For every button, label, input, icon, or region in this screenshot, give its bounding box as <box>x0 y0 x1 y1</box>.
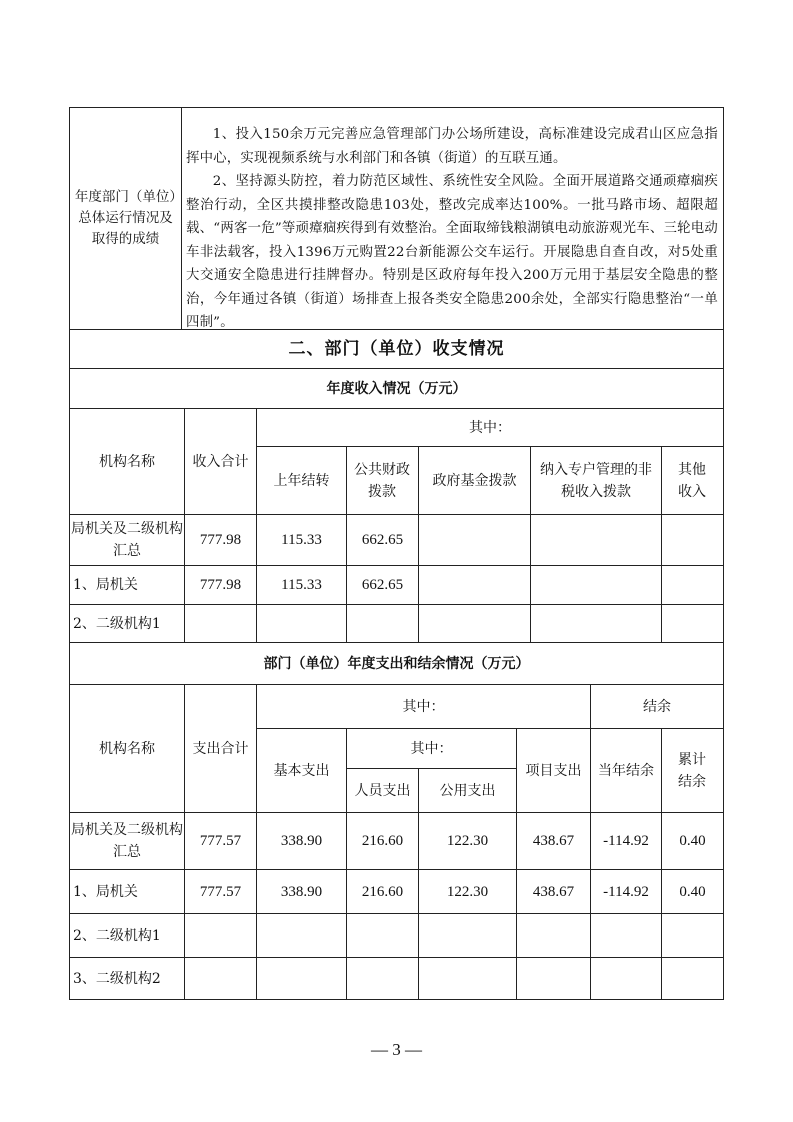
paragraph-2: 2、坚持源头防控，着力防范区域性、系统性安全风险。全面开展道路交通顽瘴痼疾整治行动，全区共摸排整改隐患103处，整改完成率达100%。一批马路市场、超限超载、“两客一危”等顽瘴痼疾得到有效整治。全面取缔钱粮湖镇电动旅游观光车、三轮电动车非法载客，投入1396万元购置22台新能源公交车运行。开展隐患自查自改，对5处重大交通安全隐患进行挂牌督办。特别是区政府每年投入200万元用于基层安全隐患的整治，今年通过各镇（街道）场排查上报各类安全隐患200余处，全部实行隐患整治“一单四制”。 <box>186 174 718 330</box>
table-cell-nontax <box>531 515 661 565</box>
paragraph-1: 1、投入150余万元完善应急管理部门办公场所建设，高标准建设完成君山区应急指挥中心，实现视频系统与水利部门和各镇（街道）的互联互通。 <box>186 127 718 166</box>
table-cell-public-use: 122.30 <box>446 833 489 849</box>
table-row-org: 3、二级机构2 <box>73 970 161 987</box>
expense-header-personnel: 人员支出 <box>354 782 411 799</box>
table-cell-other <box>662 566 723 604</box>
expense-header-project: 项目支出 <box>525 762 582 779</box>
table-cell-cum-balance <box>662 958 723 999</box>
table-row-org: 2、二级机构1 <box>73 615 161 632</box>
table-cell-year-balance <box>591 958 661 999</box>
table-cell-fund <box>419 515 530 565</box>
table-cell-carry: 115.33 <box>281 577 322 593</box>
expense-header-total: 支出合计 <box>192 740 249 757</box>
table-cell-nontax <box>531 566 661 604</box>
expense-header-of-which-2: 其中： <box>410 740 453 757</box>
table-cell-total: 777.57 <box>199 883 242 900</box>
table-cell-public-use <box>419 914 516 957</box>
table-cell-carry: 115.33 <box>281 532 322 548</box>
table-cell-project <box>517 958 590 999</box>
table-cell-year-balance: -114.92 <box>603 833 649 849</box>
income-header-of-which: 其中： <box>469 419 511 436</box>
table-cell-total: 777.57 <box>199 833 242 849</box>
income-header-public: 公共财政拨款 <box>354 461 410 500</box>
table-cell-year-balance <box>591 914 661 957</box>
table-cell-public-use: 122.30 <box>446 883 489 900</box>
expense-header-public-use: 公用支出 <box>439 782 496 799</box>
table-cell-basic <box>257 958 346 999</box>
table-cell-fund <box>419 605 530 642</box>
table-cell-personnel <box>347 914 418 957</box>
table-cell-project: 438.67 <box>532 883 575 900</box>
table-row-org: 1、局机关 <box>73 883 138 900</box>
table-cell-basic <box>257 914 346 957</box>
table-cell-public: 662.65 <box>361 532 404 548</box>
expense-header-balance: 结余 <box>643 698 671 715</box>
table-cell-total <box>185 958 256 999</box>
table-cell-cum-balance: 0.40 <box>679 883 706 900</box>
income-header-org: 机构名称 <box>99 453 155 470</box>
table-row-org: 局机关及二级机构汇总 <box>71 521 183 559</box>
table-cell-public-use <box>419 958 516 999</box>
table-cell-fund <box>419 566 530 604</box>
section2-title: 二、部门（单位）收支情况 <box>288 339 505 359</box>
table-row-org: 2、二级机构1 <box>73 927 161 944</box>
table-cell-public <box>347 605 418 642</box>
table-cell-personnel: 216.60 <box>361 883 404 900</box>
table-cell-total <box>185 605 256 642</box>
table-cell-project: 438.67 <box>532 833 575 849</box>
table-cell-personnel <box>347 958 418 999</box>
expense-header-year-balance: 当年结余 <box>598 762 654 779</box>
table-cell-cum-balance: 0.40 <box>679 833 706 849</box>
table-cell-other <box>662 515 723 565</box>
income-header-nontax: 纳入专户管理的非税收入拨款 <box>540 461 652 500</box>
table-cell-cum-balance <box>662 914 723 957</box>
table-cell-total: 777.98 <box>199 577 242 593</box>
section1-paragraphs <box>186 123 718 335</box>
expense-header-cum-balance: 累计结余 <box>678 751 706 790</box>
expense-header-basic: 基本支出 <box>273 762 330 779</box>
table-cell-project <box>517 914 590 957</box>
expense-header-of-which: 其中： <box>402 698 445 715</box>
table-cell-other <box>662 605 723 642</box>
expense-header-org: 机构名称 <box>99 740 155 757</box>
table-cell-basic: 338.90 <box>280 833 323 849</box>
table-row-org: 局机关及二级机构汇总 <box>71 822 183 860</box>
table-cell-total: 777.98 <box>199 532 242 548</box>
table-cell-carry <box>257 605 346 642</box>
table-row-org: 1、局机关 <box>73 577 138 593</box>
table-cell-nontax <box>531 605 661 642</box>
income-header-fund: 政府基金拨款 <box>432 472 517 489</box>
section1-row-label: 年度部门（单位）总体运行情况及取得的成绩 <box>74 189 177 247</box>
income-header-other: 其他收入 <box>678 461 706 500</box>
expense-title: 部门（单位）年度支出和结余情况（万元） <box>263 655 530 672</box>
income-title: 年度收入情况（万元） <box>326 380 467 397</box>
table-cell-total <box>185 914 256 957</box>
table-cell-personnel: 216.60 <box>361 833 404 849</box>
table-cell-year-balance: -114.92 <box>603 883 649 900</box>
table-cell-basic: 338.90 <box>280 883 323 900</box>
income-header-carry: 上年结转 <box>273 472 330 489</box>
income-header-total: 收入合计 <box>192 453 249 470</box>
table-cell-public: 662.65 <box>361 577 404 593</box>
page-number: — 3 — <box>371 1040 422 1059</box>
